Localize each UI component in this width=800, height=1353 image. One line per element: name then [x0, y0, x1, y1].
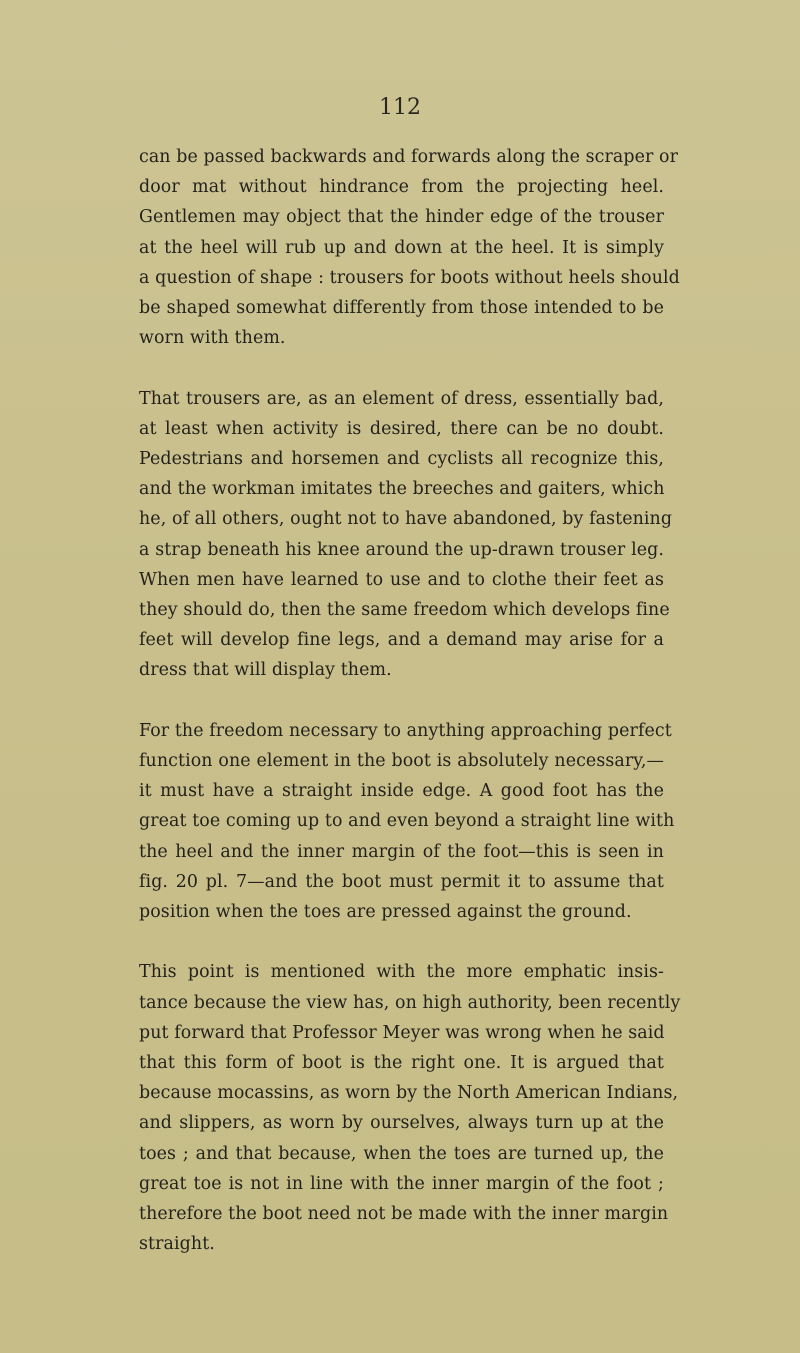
paragraph-1: [139, 142, 680, 353]
text-line: a question of shape : trousers for boots without heels should: [139, 267, 680, 288]
text-line: function one element in the boot is absolutely necessary,—: [139, 751, 664, 772]
text-line: great toe is not in line with the inner margin of the foot ;: [139, 1173, 664, 1194]
text-line: straight.: [139, 1234, 215, 1255]
text-line: that this form of boot is the right one. It is argued that: [139, 1053, 664, 1074]
text-line: Pedestrians and horsemen and cyclists all recognize this,: [139, 449, 664, 470]
text-line: at the heel will rub up and down at the heel. It is simply: [139, 237, 664, 258]
text-line: When men have learned to use and to clothe their feet as: [139, 569, 664, 590]
text-line: they should do, then the same freedom which develops fine: [139, 600, 670, 621]
text-line: dress that will display them.: [139, 660, 392, 681]
text-line: the heel and the inner margin of the foot—this is seen in: [139, 841, 664, 862]
text-line: and slippers, as worn by ourselves, always turn up at the: [139, 1113, 664, 1134]
body-text: [139, 142, 681, 1259]
text-line: a strap beneath his knee around the up-drawn trouser leg.: [139, 539, 664, 560]
text-line: That trousers are, as an element of dress, essentially bad,: [139, 388, 664, 409]
text-line: at least when activity is desired, there can be no doubt.: [139, 418, 664, 439]
text-line: great toe coming up to and even beyond a straight line with: [139, 811, 675, 832]
text-line: it must have a straight inside edge. A good foot has the: [139, 781, 664, 802]
text-line: worn with them.: [139, 328, 286, 349]
text-line: because mocassins, as worn by the North American Indians,: [139, 1083, 679, 1104]
page-number: 112: [379, 95, 421, 120]
text-line: be shaped somewhat differently from those intended to be: [139, 298, 664, 319]
text-line: door mat without hindrance from the projecting heel.: [139, 177, 664, 198]
text-line: put forward that Professor Meyer was wrong when he said: [139, 1022, 665, 1043]
text-line: Gentlemen may object that the hinder edge of the trouser: [139, 207, 664, 228]
text-line: feet will develop fine legs, and a demand may arise for a: [139, 630, 664, 651]
paragraph-2: [139, 384, 673, 686]
paragraph-4: [139, 957, 681, 1259]
text-line: toes ; and that because, when the toes are turned up, the: [139, 1143, 664, 1164]
text-line: This point is mentioned with the more emphatic insis-: [139, 962, 664, 983]
text-line: therefore the boot need not be made with the inner margin: [139, 1204, 669, 1225]
text-line: position when the toes are pressed against the ground.: [139, 902, 632, 923]
text-line: tance because the view has, on high authority, been recently: [139, 992, 681, 1013]
text-line: can be passed backwards and forwards along the scraper or: [139, 147, 678, 167]
text-line: and the workman imitates the breeches and gaiters, which: [139, 479, 665, 500]
text-line: For the freedom necessary to anything approaching perfect: [139, 720, 672, 741]
paragraph-3: [139, 716, 675, 927]
text-line: fig. 20 pl. 7—and the boot must permit it to assume that: [139, 871, 664, 892]
text-line: he, of all others, ought not to have abandoned, by fastening: [139, 509, 673, 530]
